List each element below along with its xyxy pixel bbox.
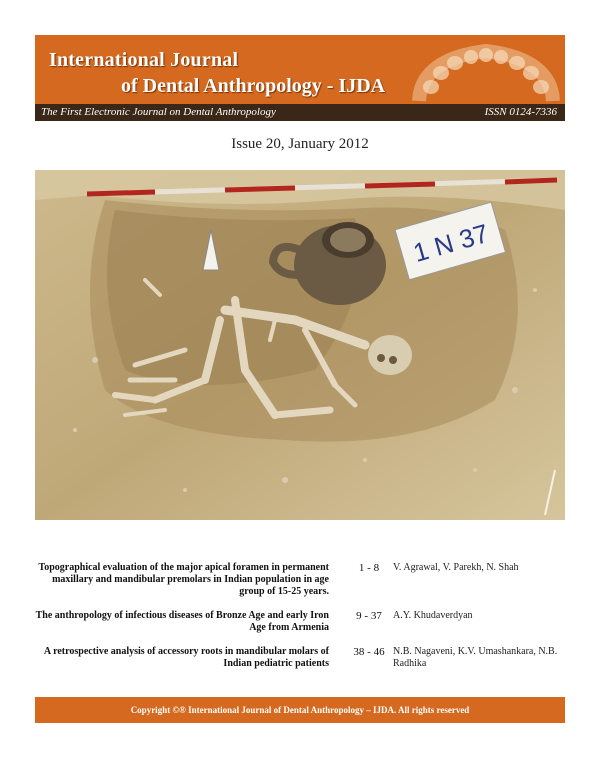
journal-title-line2: of Dental Anthropology - IJDA <box>121 75 386 97</box>
copyright-footer <box>35 697 565 723</box>
skull <box>368 335 412 375</box>
excavation-photo <box>35 170 565 520</box>
article-pages: 38 - 46 <box>353 646 385 658</box>
journal-title-line1: International Journal <box>49 49 239 71</box>
issue-heading: Issue 20, January 2012 <box>231 136 369 152</box>
issn-number: ISSN 0124-7336 <box>484 106 557 118</box>
journal-tagline: The First Electronic Journal on Dental Anthropology <box>41 106 276 118</box>
dental-arch-icon <box>411 41 561 105</box>
article-pages: 1 - 8 <box>358 562 380 574</box>
label-card-text: 1 N 37 <box>409 217 492 268</box>
article-title[interactable]: A retrospective analysis of accessory roots in mandibular molars of Indian pediatric patients <box>43 646 329 669</box>
article-title[interactable]: The anthropology of infectious diseases of Bronze Age and early Iron Age from Armenia <box>35 610 329 633</box>
article-authors: V. Agrawal, V. Parekh, N. Shah <box>393 562 519 573</box>
article-title[interactable]: Topographical evaluation of the major apical foramen in permanent maxillary and mandibular premolars in Indian population in age group of 15-25 years. <box>38 562 329 597</box>
journal-banner <box>35 35 565 121</box>
copyright-text: Copyright ©® International Journal of Dental Anthropology – IJDA. All rights reserved <box>130 705 470 715</box>
article-authors: A.Y. Khudaverdyan <box>393 610 473 621</box>
article-authors: N.B. Nagaveni, K.V. Umashankara, N.B. Radhika <box>393 646 558 669</box>
article-pages: 9 - 37 <box>356 610 382 622</box>
